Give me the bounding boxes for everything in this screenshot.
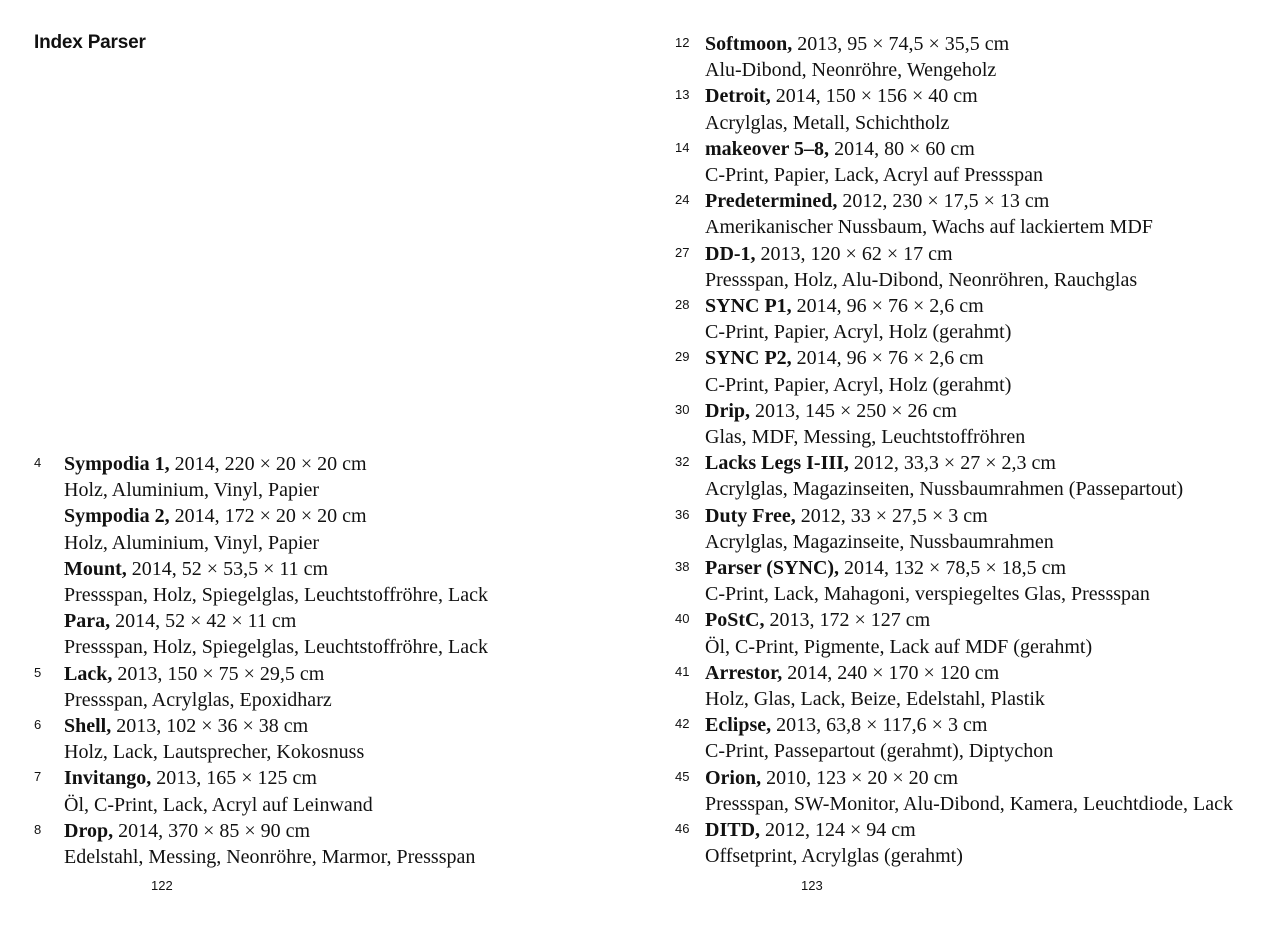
work-title: Invitango,: [64, 767, 152, 790]
work-year-dimensions: 2014, 240 × 170 × 120 cm: [782, 661, 1000, 684]
work-materials: Öl, C-Print, Pigmente, Lack auf MDF (gerahmt): [705, 635, 1093, 658]
work-year-dimensions: 2013, 63,8 × 117,6 × 3 cm: [771, 714, 988, 737]
entry-heading: [705, 345, 1275, 371]
work-title: Para,: [64, 610, 111, 633]
work-title: Predetermined,: [705, 190, 838, 213]
work-title: Softmoon,: [705, 33, 793, 55]
work-title: Duty Free,: [705, 504, 796, 527]
work-title: Eclipse,: [705, 714, 772, 737]
work-title: Detroit,: [705, 85, 771, 108]
work-year-dimensions: 2013, 95 × 74,5 × 35,5 cm: [792, 33, 1010, 55]
work-title: PoStC,: [705, 609, 765, 632]
entry-page-reference: 41: [675, 663, 690, 679]
index-entry: [675, 450, 1275, 502]
entry-heading: [705, 817, 1275, 843]
index-entry: [675, 136, 1275, 188]
work-year-dimensions: 2014, 52 × 42 × 11 cm: [110, 610, 297, 633]
work-materials: Holz, Glas, Lack, Beize, Edelstahl, Plastik: [705, 688, 1045, 711]
work-year-dimensions: 2013, 145 × 250 × 26 cm: [750, 399, 957, 422]
work-year-dimensions: 2014, 96 × 76 × 2,6 cm: [791, 347, 984, 370]
work-materials: Amerikanischer Nussbaum, Wachs auf lackiertem MDF: [705, 216, 1153, 239]
entry-page-reference: 4: [34, 455, 42, 470]
work-title: Lack,: [64, 662, 113, 685]
entry-page-reference: 5: [34, 664, 42, 680]
right-page-index-list: [675, 31, 1275, 870]
entry-heading: [64, 765, 634, 791]
work-materials: Pressspan, Acrylglas, Epoxidharz: [64, 688, 332, 711]
entry-heading: [64, 661, 634, 687]
entry-page-reference: 45: [675, 768, 690, 784]
work-materials: Holz, Aluminium, Vinyl, Papier: [64, 531, 320, 554]
left-page-number: 122: [151, 878, 173, 893]
page-title: Index Parser: [34, 32, 146, 53]
work-materials: C-Print, Papier, Acryl, Holz (gerahmt): [705, 321, 1012, 344]
entry-heading: [705, 503, 1275, 529]
entry-heading: [64, 608, 634, 634]
work-materials: Offsetprint, Acrylglas (gerahmt): [705, 845, 963, 868]
work-title: SYNC P1,: [705, 295, 792, 318]
entry-heading: [705, 555, 1275, 581]
work-year-dimensions: 2010, 123 × 20 × 20 cm: [761, 766, 959, 789]
work-materials: Glas, MDF, Messing, Leuchtstoffröhren: [705, 426, 1026, 449]
work-year-dimensions: 2012, 230 × 17,5 × 13 cm: [837, 190, 1050, 213]
work-title: Arrestor,: [705, 661, 783, 684]
entry-heading: [64, 818, 634, 844]
work-year-dimensions: 2013, 172 × 127 cm: [764, 609, 931, 632]
index-entry: [34, 818, 634, 870]
index-entry: [675, 241, 1275, 293]
work-materials: Holz, Aluminium, Vinyl, Papier: [64, 479, 320, 502]
entry-heading: [705, 765, 1275, 791]
work-year-dimensions: 2014, 172 × 20 × 20 cm: [169, 505, 367, 528]
entry-page-reference: 7: [34, 769, 42, 785]
entry-page-reference: 13: [675, 87, 690, 103]
work-materials: Pressspan, Holz, Spiegelglas, Leuchtstoffröhre, Lack: [64, 636, 488, 659]
index-entry: [675, 660, 1275, 712]
work-materials: Alu-Dibond, Neonröhre, Wengeholz: [705, 59, 997, 82]
index-entry: [675, 817, 1275, 869]
entry-page-reference: 14: [675, 139, 690, 155]
work-title: Drop,: [64, 819, 114, 842]
work-year-dimensions: 2013, 102 × 36 × 38 cm: [111, 715, 309, 738]
work-year-dimensions: 2012, 124 × 94 cm: [760, 819, 916, 842]
work-title: Mount,: [64, 557, 127, 580]
entry-page-reference: 29: [675, 349, 690, 365]
entry-heading: [705, 136, 1275, 162]
index-entry: [34, 556, 634, 608]
work-materials: Pressspan, SW-Monitor, Alu-Dibond, Kamera, Leuchtdiode, Lack: [705, 792, 1233, 815]
work-materials: Acrylglas, Metall, Schichtholz: [705, 111, 950, 134]
entry-heading: [705, 241, 1275, 267]
left-page-index-list: [34, 451, 634, 870]
work-title: makeover 5–8,: [705, 137, 830, 160]
entry-heading: [64, 713, 634, 739]
entry-page-reference: 27: [675, 244, 690, 260]
index-entry: [34, 713, 634, 765]
right-page-number: 123: [801, 878, 823, 893]
entry-heading: [705, 398, 1275, 424]
work-title: SYNC P2,: [705, 347, 792, 370]
entry-heading: [705, 31, 1275, 57]
entry-heading: [64, 451, 634, 477]
entry-heading: [705, 450, 1275, 476]
index-entry: [675, 765, 1275, 817]
index-entry: [675, 31, 1275, 83]
work-materials: C-Print, Lack, Mahagoni, verspiegeltes Glas, Pressspan: [705, 583, 1150, 606]
work-title: Sympodia 2,: [64, 505, 170, 528]
work-title: Parser (SYNC),: [705, 557, 840, 580]
index-entry: [34, 451, 634, 503]
entry-page-reference: 30: [675, 401, 690, 417]
entry-page-reference: 38: [675, 559, 690, 575]
entry-page-reference: 8: [34, 821, 42, 837]
entry-page-reference: 32: [675, 454, 690, 470]
index-entry: [675, 293, 1275, 345]
entry-heading: [705, 83, 1275, 109]
entry-heading: [64, 556, 634, 582]
entry-page-reference: 12: [675, 35, 690, 50]
work-year-dimensions: 2014, 220 × 20 × 20 cm: [169, 453, 367, 475]
work-materials: Holz, Lack, Lautsprecher, Kokosnuss: [64, 741, 365, 764]
index-entry: [675, 345, 1275, 397]
work-materials: C-Print, Papier, Acryl, Holz (gerahmt): [705, 373, 1012, 396]
entry-heading: [705, 712, 1275, 738]
index-entry: [675, 398, 1275, 450]
entry-page-reference: 24: [675, 192, 690, 208]
index-entry: [34, 503, 634, 555]
work-materials: Edelstahl, Messing, Neonröhre, Marmor, Pressspan: [64, 846, 476, 869]
index-entry: [675, 503, 1275, 555]
work-materials: C-Print, Papier, Lack, Acryl auf Pressspan: [705, 164, 1044, 187]
work-materials: Pressspan, Holz, Spiegelglas, Leuchtstoffröhre, Lack: [64, 584, 488, 607]
work-materials: Öl, C-Print, Lack, Acryl auf Leinwand: [64, 793, 373, 816]
work-materials: Acrylglas, Magazinseiten, Nussbaumrahmen (Passepartout): [705, 478, 1184, 501]
work-materials: C-Print, Passepartout (gerahmt), Diptychon: [705, 740, 1054, 763]
work-materials: Pressspan, Holz, Alu-Dibond, Neonröhren, Rauchglas: [705, 268, 1138, 291]
work-title: DITD,: [705, 819, 761, 842]
work-title: Sympodia 1,: [64, 453, 170, 475]
entry-heading: [705, 188, 1275, 214]
work-year-dimensions: 2014, 96 × 76 × 2,6 cm: [791, 295, 984, 318]
entry-heading: [705, 607, 1275, 633]
work-year-dimensions: 2014, 150 × 156 × 40 cm: [770, 85, 978, 108]
index-entry: [675, 83, 1275, 135]
work-year-dimensions: 2012, 33,3 × 27 × 2,3 cm: [848, 452, 1056, 475]
work-year-dimensions: 2013, 150 × 75 × 29,5 cm: [112, 662, 325, 685]
entry-heading: [705, 293, 1275, 319]
entry-page-reference: 40: [675, 611, 690, 627]
work-year-dimensions: 2012, 33 × 27,5 × 3 cm: [795, 504, 988, 527]
index-entry: [34, 608, 634, 660]
work-year-dimensions: 2014, 52 × 53,5 × 11 cm: [126, 557, 329, 580]
index-entry: [675, 555, 1275, 607]
work-title: Lacks Legs I-III,: [705, 452, 849, 475]
index-entry: [675, 188, 1275, 240]
work-title: Drip,: [705, 399, 750, 422]
work-title: DD-1,: [705, 242, 756, 265]
entry-page-reference: 42: [675, 716, 690, 732]
work-title: Orion,: [705, 766, 762, 789]
index-entry: [34, 661, 634, 713]
work-materials: Acrylglas, Magazinseite, Nussbaumrahmen: [705, 530, 1054, 553]
work-year-dimensions: 2014, 132 × 78,5 × 18,5 cm: [839, 557, 1067, 580]
index-entry: [34, 765, 634, 817]
work-title: Shell,: [64, 715, 112, 738]
work-year-dimensions: 2013, 165 × 125 cm: [151, 767, 317, 790]
index-entry: [675, 607, 1275, 659]
entry-page-reference: 28: [675, 297, 690, 313]
entry-page-reference: 6: [34, 717, 42, 733]
entry-heading: [64, 503, 634, 529]
work-year-dimensions: 2013, 120 × 62 × 17 cm: [755, 242, 953, 265]
entry-page-reference: 36: [675, 506, 690, 522]
entry-page-reference: 46: [675, 821, 690, 837]
work-year-dimensions: 2014, 370 × 85 × 90 cm: [113, 819, 311, 842]
entry-heading: [705, 660, 1275, 686]
work-year-dimensions: 2014, 80 × 60 cm: [829, 137, 975, 160]
index-entry: [675, 712, 1275, 764]
